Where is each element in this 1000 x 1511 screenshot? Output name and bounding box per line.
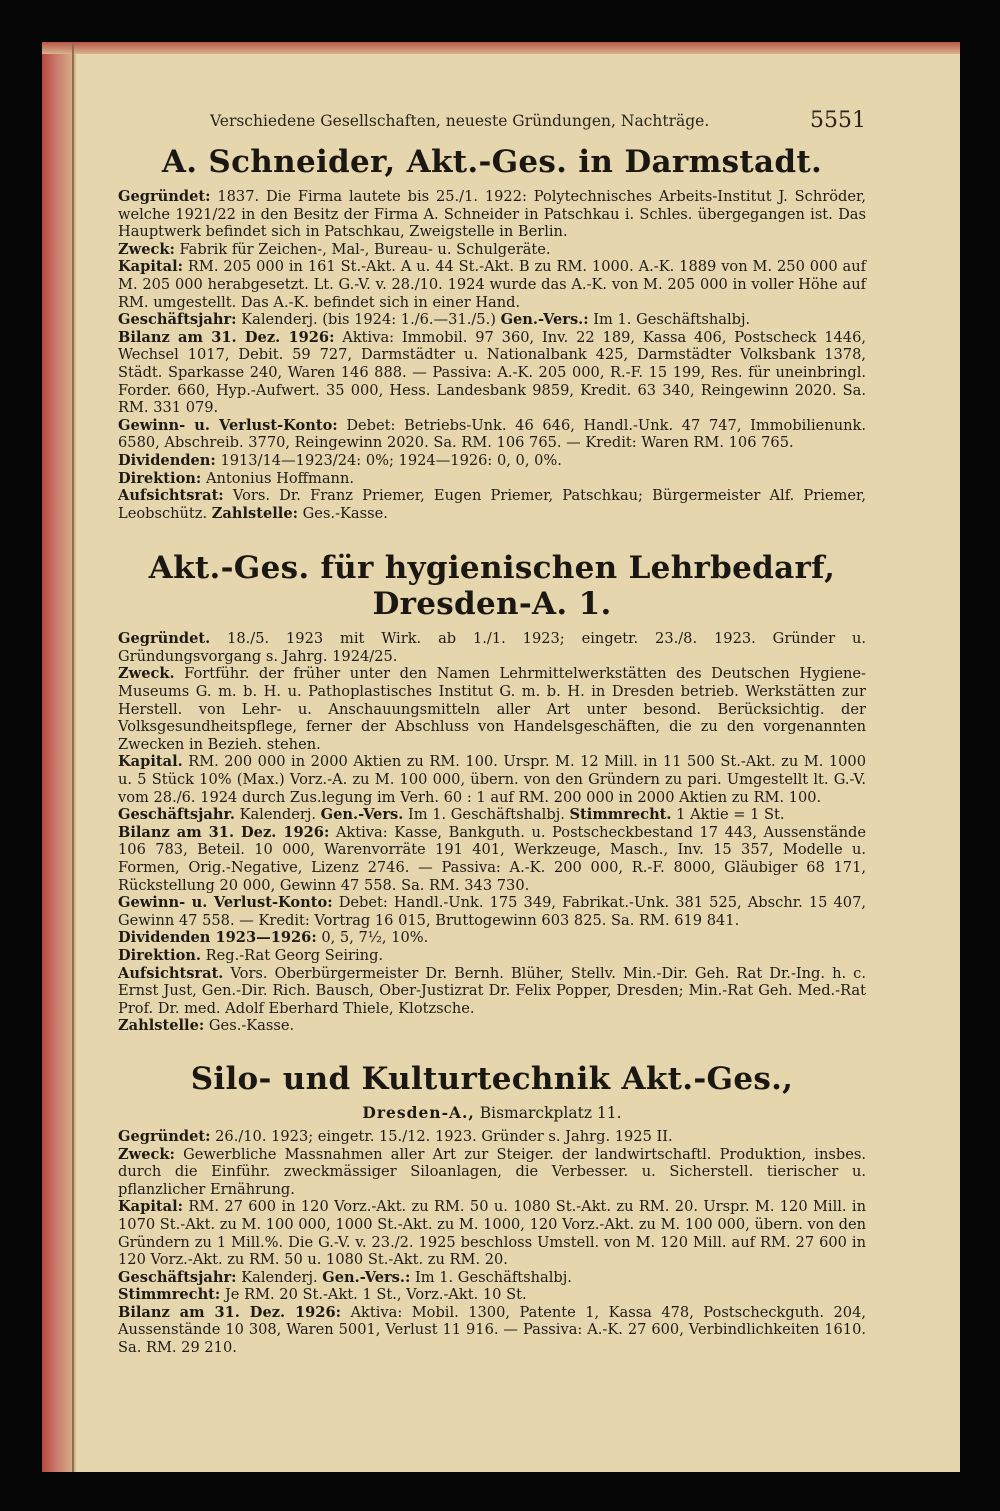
entry-paragraph xyxy=(118,1286,866,1304)
company-street: Bismarckplatz 11. xyxy=(474,1103,622,1122)
company-entry xyxy=(118,144,866,522)
field-label: Gegründet: xyxy=(118,1127,211,1145)
gutter-line xyxy=(72,42,74,1472)
entry-paragraph xyxy=(118,965,866,1018)
field-text: Vors. Oberbürgermeister Dr. Bernh. Blüher, Stellv. Min.-Dir. Geh. Rat Dr.-Ing. h. c. Ernst Just, Gen.-Dir. Rich. Bausch, Ober-Justizrat Dr. Felix Popper, Dresden; Min.-Rat Geh. Med.-Rat Prof. Dr. med. Adolf Eberhard Thiele, Klotzsche. xyxy=(118,964,866,1017)
field-text: Ges.-Kasse. xyxy=(204,1017,295,1035)
field-text: Je RM. 20 St.-Akt. 1 St., Vorz.-Akt. 10 St. xyxy=(220,1286,527,1304)
field-text: RM. 27 600 in 120 Vorz.-Akt. zu RM. 50 u. 1080 St.-Akt. zu RM. 20. Urspr. M. 120 Mill. in 1070 St.-Akt. zu M. 100 000, 1000 St.-Akt. zu M. 1000, 120 Vorz.-Akt. zu M. 100 000, übern. von den Gründern zu 1 Mill.%. Die G.-V. v. 23./2. 1925 beschloss Umstell. von M. 120 Mill. auf RM. 27 600 in 120 Vorz.-Akt. zu RM. 50 u. 1080 St.-Akt. zu RM. 20. xyxy=(118,1198,866,1269)
field-text: Kalenderj. xyxy=(234,806,321,824)
field-label: Gegründet: xyxy=(118,188,211,205)
field-text: Im 1. Geschäftshalbj. xyxy=(588,311,751,329)
field-text: Aktiva: Kasse, Bankguth. u. Postscheckbestand 17 443, Aussenstände 106 783, Beteil. 10 000, Warenvorräte 191 401, Werkzeuge, Masch., Inv. 15 357, Modelle u. Formen, Orig.-Negative, Lizenz 2746. — Passiva: A.-K. 200 000, R.-F. 8000, Gläubiger 68 171, Rückstellung 20 000, Gewinn 47 558. Sa. RM. 343 730. xyxy=(118,823,867,894)
company-title: Akt.-Ges. für hygienischen Lehrbedarf, Dresden-A. 1. xyxy=(148,550,836,623)
entry-paragraph xyxy=(118,947,866,965)
field-text: Vors. Dr. Franz Priemer, Eugen Priemer, Patschkau; Bürgermeister Alf. Priemer, Leobschütz. xyxy=(118,487,866,522)
field-label: Geschäftsjahr: xyxy=(118,1268,237,1286)
field-label: Direktion: xyxy=(118,469,202,487)
field-text: Im 1. Geschäftshalbj. xyxy=(403,806,570,824)
scanned-page xyxy=(42,42,960,1472)
field-label: Kapital: xyxy=(118,258,184,276)
entry-paragraph xyxy=(118,241,866,259)
field-label: Zweck: xyxy=(118,240,175,258)
field-text: Kalenderj. xyxy=(236,1268,323,1286)
entry-paragraph xyxy=(118,665,866,753)
field-label: Bilanz am 31. Dez. 1926: xyxy=(118,823,330,841)
field-label: Stimmrecht: xyxy=(118,1286,221,1304)
field-text: 1 Aktie = 1 St. xyxy=(671,806,785,824)
field-label: Zahlstelle: xyxy=(118,1017,205,1035)
field-label: Zweck. xyxy=(118,665,175,683)
section-gap xyxy=(118,1041,866,1059)
company-entry xyxy=(118,1061,866,1357)
entry-paragraph xyxy=(118,452,866,470)
entry-paragraph xyxy=(118,824,866,894)
entry-paragraph xyxy=(118,929,866,947)
field-label: Direktion. xyxy=(118,946,201,964)
field-label: Aufsichtsrat. xyxy=(118,964,224,982)
field-label: Zahlstelle: xyxy=(211,504,299,522)
section-gap xyxy=(118,528,866,548)
entry-paragraph xyxy=(118,188,866,241)
field-text: Im 1. Geschäftshalbj. xyxy=(410,1268,572,1286)
company-city: Dresden-A., xyxy=(362,1102,475,1122)
running-head-text: Verschiedene Gesellschaften, neueste Gründungen, Nachträge. xyxy=(210,112,710,130)
field-text: Gewerbliche Massnahmen aller Art zur Steiger. der landwirtschaftl. Produktion, insbes. durch die Einführ. zweckmässiger Siloanlagen, die Verbesser. u. Sicherstell. tierischer u. pflanzlicher Ernährung. xyxy=(118,1145,866,1198)
entry-paragraph xyxy=(118,1269,866,1287)
company-address xyxy=(118,1103,866,1122)
field-text: Fortführ. der früher unter den Namen Lehrmittelwerkstätten des Deutschen Hygiene-Museums G. m. b. H. u. Pathoplastisches Institut G. m. b. H. in Dresden betrieb. Werkstätten zur Herstell. von Lehr- u. Anschauungsmitteln aller Art unter besond. Berücksichtig. der Volksgesundheitspflege, ferner der Abschluss von Handelsgeschäften, die zu den vorgenannten Zwecken in Bezieh. stehen. xyxy=(118,665,866,753)
company-title: A. Schneider, Akt.-Ges. in Darmstadt. xyxy=(161,144,823,180)
entry-paragraph xyxy=(118,1017,866,1035)
field-label: Geschäftsjahr. xyxy=(118,806,235,824)
entry-paragraph xyxy=(118,470,866,488)
company-entry xyxy=(118,550,866,1035)
field-label: Zweck: xyxy=(118,1145,175,1163)
entry-paragraph xyxy=(118,487,866,522)
field-text: 1913/14—1923/24: 0%; 1924—1926: 0, 0, 0%. xyxy=(215,451,562,469)
entry-paragraph xyxy=(118,329,866,417)
field-text: Ges.-Kasse. xyxy=(298,504,388,522)
entry-paragraph xyxy=(118,311,866,329)
field-text: 26./10. 1923; eingetr. 15./12. 1923. Gründer s. Jahrg. 1925 II. xyxy=(210,1127,673,1145)
entry-paragraph xyxy=(118,258,866,311)
field-label: Dividenden 1923—1926: xyxy=(118,929,317,947)
field-label: Kapital. xyxy=(118,753,183,771)
running-header xyxy=(118,110,866,140)
field-text: Debet: Betriebs-Unk. 46 646, Handl.-Unk. 47 747, Immobilienunk. 6580, Abschreib. 3770, Reingewinn 2020. Sa. RM. 106 765. — Kredit: Waren RM. 106 765. xyxy=(118,416,866,452)
field-label: Gewinn- u. Verlust-Konto: xyxy=(118,894,333,912)
field-text: Fabrik für Zeichen-, Mal-, Bureau- u. Schulgeräte. xyxy=(174,240,551,258)
field-label: Bilanz am 31. Dez. 1926: xyxy=(118,328,335,346)
book-binding xyxy=(42,42,76,1472)
field-text: 0, 5, 7½, 10%. xyxy=(316,929,429,947)
field-text: Aktiva: Immobil. 97 360, Inv. 22 189, Kassa 406, Postscheck 1446, Wechsel 1017, Debit. 59 727, Darmstädter u. Nationalbank 425, Darmstädter Volksbank 1378, Städt. Sparkasse 240, Waren 146 888. — Passiva: A.-K. 205 000, R.-F. 15 199, Res. für uneinbringl. Forder. 660, Hyp.-Aufwert. 35 000, Hess. Landesbank 9859, Kredit. 63 340, Reingewinn 2020. Sa. RM. 331 079. xyxy=(118,328,866,417)
field-label: Gegründet. xyxy=(118,630,211,648)
field-text: 18./5. 1923 mit Wirk. ab 1./1. 1923; eingetr. 23./8. 1923. Gründer u. Gründungsvorgang s. Jahrg. 1924/25. xyxy=(118,630,866,665)
field-label: Stimmrecht. xyxy=(569,806,672,824)
entry-paragraph xyxy=(118,1198,866,1268)
entry-paragraph xyxy=(118,894,866,929)
field-text: Antonius Hoffmann. xyxy=(201,469,354,487)
field-label: Gen.-Vers.: xyxy=(322,1268,411,1286)
entry-paragraph xyxy=(118,1128,866,1146)
company-title: Silo- und Kulturtechnik Akt.-Ges., xyxy=(190,1060,794,1097)
field-label: Kapital: xyxy=(118,1198,184,1216)
field-text: Kalenderj. (bis 1924: 1./6.—31./5.) xyxy=(236,311,501,329)
field-text: RM. 205 000 in 161 St.-Akt. A u. 44 St.-Akt. B zu RM. 1000. A.-K. 1889 von M. 250 000 auf M. 205 000 herabgesetzt. Lt. G.-V. v. 28./10. 1924 wurde das A.-K. von M. 205 000 in voller Höhe auf RM. umgestellt. Das A.-K. befindet sich in einer Hand. xyxy=(118,258,866,311)
entry-paragraph xyxy=(118,630,866,665)
entry-paragraph xyxy=(118,806,866,824)
field-label: Gen.-Vers. xyxy=(320,806,404,824)
entry-paragraph xyxy=(118,753,866,806)
field-text: Aktiva: Mobil. 1300, Patente 1, Kassa 478, Postscheckguth. 204, Aussenstände 10 308, Waren 5001, Verlust 11 916. — Passiva: A.-K. 27 600, Verbindlichkeiten 1610. Sa. RM. 29 210. xyxy=(118,1303,866,1357)
page-content xyxy=(118,110,866,1363)
page-number: 5551 xyxy=(810,108,866,133)
entry-paragraph xyxy=(118,1146,866,1199)
page-top-edge xyxy=(42,42,960,54)
entry-paragraph xyxy=(118,417,866,452)
field-text: Reg.-Rat Georg Seiring. xyxy=(201,946,384,964)
field-label: Aufsichtsrat: xyxy=(118,487,224,505)
field-label: Geschäftsjahr: xyxy=(118,311,237,329)
entry-paragraph xyxy=(118,1304,866,1357)
field-label: Dividenden: xyxy=(118,451,216,469)
field-text: Debet: Handl.-Unk. 175 349, Fabrikat.-Unk. 381 525, Abschr. 15 407, Gewinn 47 558. — Kredit: Vortrag 16 015, Bruttogewinn 603 825. Sa. RM. 619 841. xyxy=(118,894,866,929)
field-label: Gewinn- u. Verlust-Konto: xyxy=(118,416,338,434)
field-label: Gen.-Vers.: xyxy=(500,311,589,329)
field-text: 1837. Die Firma lautete bis 25./1. 1922: Polytechnisches Arbeits-Institut J. Schröder, welche 1921/22 in den Besitz der Firma A. Schneider in Patschkau i. Schles. übergegangen ist. Das Hauptwerk befindet sich in Patschkau, Zweigstelle in Berlin. xyxy=(118,188,866,241)
field-text: RM. 200 000 in 2000 Aktien zu RM. 100. Urspr. M. 12 Mill. in 11 500 St.-Akt. zu M. 1000 u. 5 Stück 10% (Max.) Vorz.-A. zu M. 100 000, übern. von den Gründern zu pari. Umgestellt lt. G.-V. vom 28./6. 1924 durch Zus.legung im Verh. 60 : 1 auf RM. 200 000 in 2000 Aktien zu RM. 100. xyxy=(118,753,866,806)
field-label: Bilanz am 31. Dez. 1926: xyxy=(118,1303,342,1321)
